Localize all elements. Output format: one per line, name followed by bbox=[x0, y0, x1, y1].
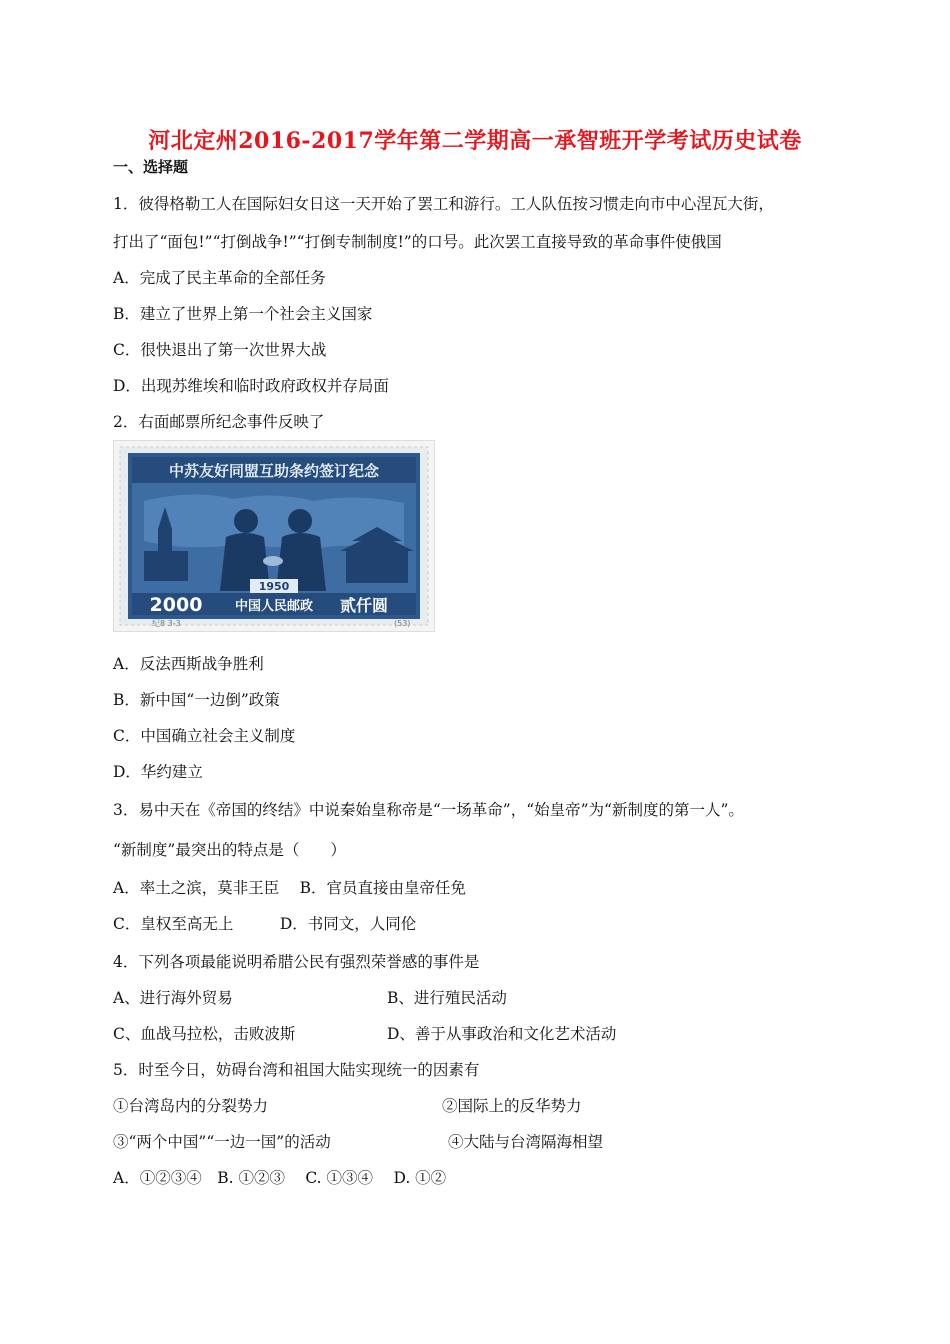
stamp-issuer: 中国人民邮政 bbox=[234, 599, 314, 614]
q5-item-4: ④大陆与台湾隔海相望 bbox=[448, 1133, 604, 1151]
q4-option-a: A、进行海外贸易 bbox=[113, 989, 233, 1007]
stamp-denomination: 贰仟圆 bbox=[339, 596, 389, 615]
q4-stem: 4．下列各项最能说明希腊公民有强烈荣誉感的事件是 bbox=[113, 953, 480, 971]
stamp-code-left: 纪8 3-3 bbox=[152, 619, 181, 628]
q1-option-a: A．完成了民主革命的全部任务 bbox=[113, 269, 326, 287]
q1-option-b: B．建立了世界上第一个社会主义国家 bbox=[113, 305, 373, 323]
q5-item-2: ②国际上的反华势力 bbox=[442, 1097, 582, 1115]
q5-item-1: ①台湾岛内的分裂势力 bbox=[113, 1097, 269, 1115]
q2-option-c: C．中国确立社会主义制度 bbox=[113, 727, 296, 745]
q2-option-d: D．华约建立 bbox=[113, 763, 203, 781]
q2-option-b: B．新中国“一边倒”政策 bbox=[113, 691, 280, 709]
q3-options-cd: C．皇权至高无上 D．书同文，人同伦 bbox=[113, 915, 417, 933]
q4-option-c: C、血战马拉松，击败波斯 bbox=[113, 1025, 296, 1043]
section-heading: 一、选择题 bbox=[113, 158, 189, 176]
stamp-year: 1950 bbox=[258, 580, 290, 593]
commemorative-stamp-image bbox=[113, 440, 435, 632]
q1-option-d: D．出现苏维埃和临时政府政权并存局面 bbox=[113, 377, 389, 395]
stamp-code-right: (53) bbox=[394, 619, 411, 628]
q3-stem-line1: 3．易中天在《帝国的终结》中说秦始皇称帝是“一场革命”，“始皇帝”为“新制度的第一人”。 bbox=[113, 801, 744, 819]
stamp-value: 2000 bbox=[149, 594, 203, 616]
q1-stem-line2: 打出了“面包!”“打倒战争!”“打倒专制制度!”的口号。此次罢工直接导致的革命事件使俄国 bbox=[113, 233, 722, 251]
q2-stem: 2．右面邮票所纪念事件反映了 bbox=[113, 413, 325, 431]
q1-option-c: C．很快退出了第一次世界大战 bbox=[113, 341, 327, 359]
q2-option-a: A．反法西斯战争胜利 bbox=[113, 655, 264, 673]
q4-option-d: D、善于从事政治和文化艺术活动 bbox=[387, 1025, 617, 1043]
stamp-banner-text: 中苏友好同盟互助条约签订纪念 bbox=[168, 462, 380, 480]
q3-options-ab: A．率土之滨，莫非王臣 B．官员直接由皇帝任免 bbox=[113, 879, 467, 897]
q1-stem-line1: 1．彼得格勒工人在国际妇女日这一天开始了罢工和游行。工人队伍按习惯走向市中心涅瓦大街， bbox=[113, 195, 774, 213]
q5-stem: 5．时至今日，妨碍台湾和祖国大陆实现统一的因素有 bbox=[113, 1061, 480, 1079]
q5-options: A．①②③④ B. ①②③ C. ①③④ D. ①② bbox=[113, 1169, 447, 1187]
q5-item-3: ③“两个中国”“一边一国”的活动 bbox=[113, 1133, 331, 1151]
exam-title: 河北定州2016-2017学年第二学期高一承智班开学考试历史试卷 bbox=[148, 128, 802, 154]
q4-option-b: B、进行殖民活动 bbox=[387, 989, 507, 1007]
q3-stem-line2: “新制度”最突出的特点是（ ） bbox=[113, 841, 346, 859]
